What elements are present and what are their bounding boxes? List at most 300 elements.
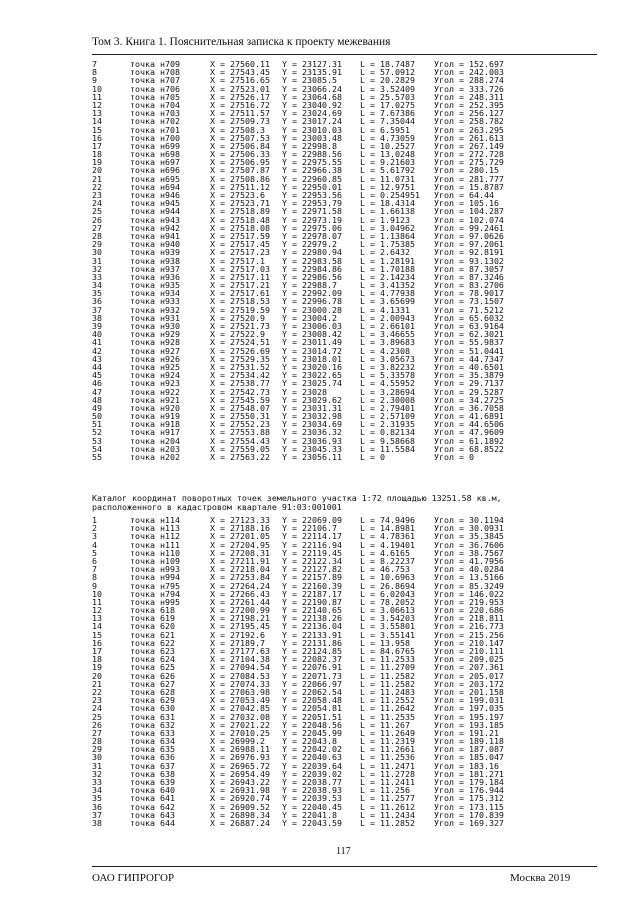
table-cell: 9: [92, 580, 97, 591]
table-cell: Y = 22996.78: [282, 296, 342, 307]
table-cell: L = 11.2852: [360, 817, 415, 828]
table-cell: 14: [92, 116, 102, 127]
table-cell: Y = 23056.11: [282, 452, 342, 462]
table-cell: Угол = 170.839: [434, 809, 504, 820]
table-cell: Угол = 193.185: [434, 719, 504, 730]
table-cell: Угол = 55.9837: [434, 337, 504, 348]
table-cell: L = 7.67386: [360, 108, 415, 119]
table-cell: Y = 22984.86: [282, 263, 342, 274]
table-cell: Y = 22973.19: [282, 214, 342, 225]
table-cell: X = 27516.72: [210, 99, 270, 110]
table-cell: Y = 22971.58: [282, 206, 342, 217]
table-cell: X = 27195.45: [210, 621, 270, 632]
table-cell: 46: [92, 378, 102, 389]
table-cell: X = 27063.98: [210, 686, 270, 697]
table-cell: L = 2.31935: [360, 419, 415, 430]
table-cell: 26: [92, 719, 102, 730]
table-cell: L = 6.5951: [360, 124, 410, 135]
table-cell: 12: [92, 99, 102, 110]
table-cell: X = 27198.21: [210, 613, 270, 624]
table-cell: 35: [92, 288, 102, 299]
table-cell: L = 11.2577: [360, 793, 415, 804]
table-cell: Y = 23032.98: [282, 411, 342, 422]
table-cell: точка н995: [130, 596, 180, 607]
table-cell: L = 11.2483: [360, 686, 415, 697]
table-cell: X = 27517.21: [210, 280, 270, 291]
table-cell: точка н699: [130, 140, 180, 151]
table-cell: L = 25.5703: [360, 91, 415, 102]
table-cell: Y = 22082.37: [282, 654, 342, 665]
table-cell: L = 3.55141: [360, 629, 415, 640]
table-cell: 8: [92, 67, 97, 78]
table-cell: Y = 22041.8: [282, 809, 337, 820]
table-cell: L = 3.52409: [360, 83, 415, 94]
table-cell: X = 27189.7: [210, 637, 265, 648]
table-cell: X = 27545.59: [210, 394, 270, 405]
table-cell: точка 636: [130, 752, 175, 763]
table-cell: точка н704: [130, 99, 180, 110]
table-cell: 27: [92, 727, 102, 738]
table-cell: L = 11.2536: [360, 752, 415, 763]
table-cell: Y = 23085.5: [282, 75, 337, 86]
table-cell: Угол = 146.022: [434, 588, 504, 599]
table-cell: X = 27518.89: [210, 206, 270, 217]
table-cell: точка 630: [130, 703, 175, 714]
table-cell: 20: [92, 670, 102, 681]
table-cell: L = 5.61792: [360, 165, 415, 176]
caption-line-2: расположенного в кадастровом квартале 91:03:001001: [92, 502, 342, 512]
table-cell: точка н111: [130, 539, 180, 550]
table-cell: X = 27518.48: [210, 214, 270, 225]
table-cell: 11: [92, 91, 102, 102]
table-cell: L = 13.0248: [360, 149, 415, 160]
table-cell: Y = 22042.02: [282, 744, 342, 755]
table-cell: X = 27506.33: [210, 149, 270, 160]
table-cell: точка н917: [130, 427, 180, 438]
table-cell: Y = 22119.45: [282, 547, 342, 558]
table-cell: 10: [92, 83, 102, 94]
table-cell: X = 27523.6: [210, 190, 265, 200]
table-cell: точка 625: [130, 662, 175, 673]
table-cell: точка 641: [130, 793, 175, 804]
table-cell: L = 17.0275: [360, 99, 415, 110]
table-cell: Y = 23020.16: [282, 361, 342, 372]
table-cell: L = 11.5584: [360, 443, 415, 454]
table-cell: Угол = 63.9164: [434, 321, 504, 331]
table-cell: точка н920: [130, 402, 180, 413]
table-cell: X = 26976.93: [210, 752, 270, 763]
table-cell: Y = 22039.53: [282, 793, 342, 804]
table-cell: точка н697: [130, 157, 180, 168]
table-cell: Y = 22960.85: [282, 173, 342, 184]
table-cell: Угол = 93.1302: [434, 255, 504, 266]
caption-line-1: Каталог координат поворотных точек земельного участка 1:72 площадью 13251.58 кв.м,: [92, 493, 502, 503]
table-cell: Угол = 215.256: [434, 629, 504, 640]
table-cell: 37: [92, 809, 102, 820]
table-cell: точка н695: [130, 173, 180, 184]
table-cell: Угол = 216.773: [434, 621, 504, 632]
table-cell: Y = 22048.56: [282, 719, 342, 730]
table-cell: 17: [92, 646, 102, 656]
table-cell: точка н941: [130, 230, 180, 241]
table-cell: 34: [92, 785, 102, 796]
table-cell: L = 4.73059: [360, 132, 415, 143]
table-cell: Угол = 83.2706: [434, 280, 504, 291]
table-cell: Угол = 65.6032: [434, 312, 504, 323]
table-cell: L = 0.82134: [360, 427, 415, 438]
table-cell: Y = 23024.69: [282, 108, 342, 119]
table-cell: L = 18.7487: [360, 59, 415, 69]
table-cell: 55: [92, 452, 102, 462]
table-cell: L = 6.02043: [360, 588, 415, 599]
table-cell: точка н919: [130, 411, 180, 422]
table-cell: 5: [92, 547, 97, 558]
table-cell: L = 9.21603: [360, 157, 415, 168]
table-cell: X = 27517.1: [210, 255, 265, 266]
table-cell: X = 26887.24: [210, 817, 270, 828]
table-cell: L = 2.79401: [360, 402, 415, 413]
table-cell: Угол = 36.7606: [434, 539, 504, 550]
table-cell: X = 27559.05: [210, 443, 270, 454]
table-cell: Угол = 210.111: [434, 646, 504, 656]
table-cell: Угол = 38.7567: [434, 547, 504, 558]
table-cell: L = 1.28191: [360, 255, 415, 266]
table-cell: L = 4.77938: [360, 288, 415, 299]
table-cell: X = 27563.22: [210, 452, 270, 462]
table-cell: Угол = 242.003: [434, 67, 504, 78]
table-cell: Y = 22966.38: [282, 165, 342, 176]
table-cell: Y = 23000.28: [282, 304, 342, 315]
table-cell: Y = 22140.65: [282, 605, 342, 616]
table-cell: X = 26920.74: [210, 793, 270, 804]
table-cell: X = 27508.3: [210, 124, 265, 135]
table-cell: Угол = 35.3845: [434, 531, 504, 542]
table-cell: точка н932: [130, 304, 180, 315]
table-cell: Угол = 85.3249: [434, 580, 504, 591]
table-cell: 29: [92, 744, 102, 755]
table-cell: точка н927: [130, 345, 180, 356]
table-cell: 22: [92, 181, 102, 192]
table-cell: точка н924: [130, 370, 180, 381]
table-cell: X = 27518.53: [210, 296, 270, 307]
table-cell: Угол = 191.21: [434, 727, 499, 738]
table-cell: точка н925: [130, 361, 180, 372]
table-cell: точка н943: [130, 214, 180, 225]
page-number: 117: [336, 846, 351, 857]
table-cell: Угол = 0: [434, 452, 474, 462]
table-cell: Угол = 173.115: [434, 801, 504, 812]
table-cell: точка н946: [130, 190, 180, 200]
table-cell: 21: [92, 678, 102, 689]
table-cell: Y = 23025.74: [282, 378, 342, 389]
table-cell: X = 27094.54: [210, 662, 270, 673]
table-cell: X = 27264.24: [210, 580, 270, 591]
table-cell: X = 27201.05: [210, 531, 270, 542]
table-cell: X = 26988.11: [210, 744, 270, 755]
table-cell: 13: [92, 613, 102, 624]
table-cell: 1: [92, 515, 97, 525]
table-cell: Угол = 36.7058: [434, 402, 504, 413]
table-cell: Угол = 205.017: [434, 670, 504, 681]
table-cell: X = 27053.49: [210, 695, 270, 706]
table-cell: L = 11.2319: [360, 736, 415, 747]
table-cell: Угол = 220.686: [434, 605, 504, 616]
table-cell: 21: [92, 173, 102, 184]
table-cell: X = 27506.84: [210, 140, 270, 151]
table-cell: 18: [92, 149, 102, 160]
table-cell: Угол = 263.295: [434, 124, 504, 135]
table-cell: Y = 22106.7: [282, 523, 337, 534]
table-cell: X = 27218.04: [210, 564, 270, 575]
table-cell: X = 27507.53: [210, 132, 270, 143]
table-cell: Угол = 29.7137: [434, 378, 504, 389]
table-cell: Y = 22043.59: [282, 817, 342, 828]
table-cell: X = 26931.98: [210, 785, 270, 796]
table-cell: Y = 23045.33: [282, 443, 342, 454]
table-cell: Угол = 218.811: [434, 613, 504, 624]
table-cell: X = 27084.53: [210, 670, 270, 681]
table-cell: точка н709: [130, 59, 180, 69]
table-cell: L = 4.78361: [360, 531, 415, 542]
table-cell: L = 12.9751: [360, 181, 415, 192]
table-cell: L = 3.82232: [360, 361, 415, 372]
table-cell: 31: [92, 255, 102, 266]
table-cell: Угол = 183.16: [434, 760, 499, 771]
table-cell: Угол = 219.953: [434, 596, 504, 607]
table-cell: X = 26965.72: [210, 760, 270, 771]
table-cell: 37: [92, 304, 102, 315]
table-cell: Угол = 152.697: [434, 59, 504, 69]
table-cell: Y = 22988.56: [282, 149, 342, 160]
table-cell: 24: [92, 703, 102, 714]
table-cell: X = 27542.73: [210, 386, 270, 397]
table-cell: точка н703: [130, 108, 180, 119]
table-cell: Y = 23022.65: [282, 370, 342, 381]
table-cell: точка н944: [130, 206, 180, 217]
table-cell: Угол = 189.118: [434, 736, 504, 747]
table-cell: точка н113: [130, 523, 180, 534]
table-cell: X = 27516.65: [210, 75, 270, 86]
table-cell: Y = 23127.31: [282, 59, 342, 69]
table-cell: Угол = 44.7347: [434, 353, 504, 364]
table-cell: 8: [92, 572, 97, 583]
table-cell: 49: [92, 402, 102, 413]
table-cell: 9: [92, 75, 97, 86]
table-cell: X = 27032.08: [210, 711, 270, 722]
table-cell: X = 27517.61: [210, 288, 270, 299]
table-cell: X = 27208.31: [210, 547, 270, 558]
table-cell: Y = 22979.2: [282, 239, 337, 250]
table-cell: 6: [92, 555, 97, 566]
table-cell: L = 11.2552: [360, 695, 415, 706]
table-cell: X = 27522.9: [210, 329, 265, 340]
table-cell: Угол = 201.158: [434, 686, 504, 697]
table-cell: Угол = 207.361: [434, 662, 504, 673]
table-cell: Y = 22124.85: [282, 646, 342, 656]
table-cell: точка 624: [130, 654, 175, 665]
table-cell: точка н933: [130, 296, 180, 307]
table-cell: Y = 22076.91: [282, 662, 342, 673]
table-cell: Угол = 73.1507: [434, 296, 504, 307]
table-cell: L = 1.75385: [360, 239, 415, 250]
table-cell: точка 627: [130, 678, 175, 689]
table-cell: X = 27509.73: [210, 116, 270, 127]
table-cell: точка 644: [130, 817, 175, 828]
table-cell: точка н795: [130, 580, 180, 591]
table-cell: X = 26954.49: [210, 768, 270, 779]
table-cell: точка н930: [130, 321, 180, 331]
table-cell: L = 13.958: [360, 637, 410, 648]
table-cell: X = 27507.87: [210, 165, 270, 176]
table-cell: Угол = 280.15: [434, 165, 499, 176]
table-cell: 23: [92, 695, 102, 706]
table-cell: 24: [92, 198, 102, 209]
table-cell: Угол = 288.274: [434, 75, 504, 86]
table-cell: Угол = 47.9609: [434, 427, 504, 438]
table-cell: 42: [92, 345, 102, 356]
table-cell: L = 11.2582: [360, 670, 415, 681]
table-cell: L = 4.6165: [360, 547, 410, 558]
table-cell: точка 628: [130, 686, 175, 697]
table-cell: точка н708: [130, 67, 180, 78]
table-cell: точка н109: [130, 555, 180, 566]
table-cell: L = 84.6765: [360, 646, 415, 656]
table-cell: L = 1.66138: [360, 206, 415, 217]
table-cell: 39: [92, 321, 102, 331]
table-cell: 25: [92, 711, 102, 722]
catalog-caption: [92, 494, 502, 512]
table-cell: Угол = 44.6506: [434, 419, 504, 430]
table-cell: точка 618: [130, 605, 175, 616]
table-cell: Y = 22133.91: [282, 629, 342, 640]
table-cell: точка н698: [130, 149, 180, 160]
table-cell: 7: [92, 59, 97, 69]
table-cell: Y = 22040.45: [282, 801, 342, 812]
table-cell: точка н938: [130, 255, 180, 266]
table-cell: X = 27524.51: [210, 337, 270, 348]
table-cell: L = 2.30008: [360, 394, 415, 405]
table-cell: точка 631: [130, 711, 175, 722]
table-cell: L = 4.1331: [360, 304, 410, 315]
table-cell: точка н922: [130, 386, 180, 397]
table-cell: 19: [92, 157, 102, 168]
table-cell: Y = 23004.2: [282, 312, 337, 323]
table-cell: точка н110: [130, 547, 180, 558]
table-cell: Угол = 176.944: [434, 785, 504, 796]
table-cell: Y = 22122.34: [282, 555, 342, 566]
table-cell: 34: [92, 280, 102, 291]
table-cell: X = 27519.59: [210, 304, 270, 315]
table-cell: L = 14.8981: [360, 523, 415, 534]
table-cell: Y = 23031.31: [282, 402, 342, 413]
table-cell: X = 27123.33: [210, 515, 270, 525]
table-cell: 33: [92, 777, 102, 787]
table-cell: X = 27517.45: [210, 239, 270, 250]
table-cell: точка н203: [130, 443, 180, 454]
table-cell: Угол = 87.3057: [434, 263, 504, 274]
footer-city-year: Москва 2019: [510, 872, 571, 884]
table-cell: точка н696: [130, 165, 180, 176]
table-cell: Угол = 199.031: [434, 695, 504, 706]
table-cell: Y = 22136.04: [282, 621, 342, 632]
table-cell: L = 11.2535: [360, 711, 415, 722]
table-cell: Угол = 197.035: [434, 703, 504, 714]
table-cell: Угол = 169.327: [434, 817, 504, 828]
table-cell: L = 4.19401: [360, 539, 415, 550]
table-cell: L = 11.2612: [360, 801, 415, 812]
table-cell: Y = 22975.06: [282, 222, 342, 233]
table-cell: X = 27548.07: [210, 402, 270, 413]
table-cell: X = 27074.33: [210, 678, 270, 689]
table-cell: 43: [92, 353, 102, 364]
table-cell: L = 3.28694: [360, 386, 415, 397]
table-cell: точка н931: [130, 312, 180, 323]
table-cell: Угол = 256.127: [434, 108, 504, 119]
table-cell: Y = 23029.62: [282, 394, 342, 405]
table-cell: L = 2.00943: [360, 312, 415, 323]
table-cell: 28: [92, 736, 102, 747]
table-cell: Угол = 105.16: [434, 198, 499, 209]
table-cell: X = 27508.86: [210, 173, 270, 184]
table-cell: Y = 22066.97: [282, 678, 342, 689]
table-cell: Y = 22950.01: [282, 181, 342, 192]
table-cell: Y = 22038.77: [282, 777, 342, 787]
table-cell: Угол = 97.0626: [434, 230, 504, 241]
table-cell: Y = 23036.93: [282, 435, 342, 446]
table-cell: L = 5.33578: [360, 370, 415, 381]
table-cell: L = 3.05673: [360, 353, 415, 364]
table-cell: X = 27261.44: [210, 596, 270, 607]
table-cell: X = 27506.95: [210, 157, 270, 168]
table-cell: 51: [92, 419, 102, 430]
table-cell: L = 3.65699: [360, 296, 415, 307]
table-cell: точка 620: [130, 621, 175, 632]
table-cell: Y = 22953.79: [282, 198, 342, 209]
table-cell: Y = 22071.73: [282, 670, 342, 681]
table-cell: точка н694: [130, 181, 180, 192]
table-cell: L = 11.2411: [360, 777, 415, 787]
table-cell: L = 0.254951: [360, 190, 420, 200]
table-cell: Y = 22953.56: [282, 190, 342, 200]
table-cell: 10: [92, 588, 102, 599]
table-cell: 18: [92, 654, 102, 665]
table-cell: L = 3.54203: [360, 613, 415, 624]
table-cell: Угол = 40.6501: [434, 361, 504, 372]
table-cell: L = 11.0731: [360, 173, 415, 184]
table-cell: 16: [92, 637, 102, 648]
table-cell: L = 18.4314: [360, 198, 415, 209]
table-cell: 16: [92, 132, 102, 143]
table-cell: 15: [92, 124, 102, 135]
table-cell: точка 638: [130, 768, 175, 779]
table-cell: точка н921: [130, 394, 180, 405]
table-cell: Угол = 78.9017: [434, 288, 504, 299]
table-cell: 32: [92, 263, 102, 274]
table-cell: X = 27253.84: [210, 572, 270, 583]
table-cell: X = 27523.71: [210, 198, 270, 209]
table-cell: Угол = 185.047: [434, 752, 504, 763]
table-cell: X = 27517.59: [210, 230, 270, 241]
table-cell: 33: [92, 271, 102, 282]
table-cell: Угол = 210.147: [434, 637, 504, 648]
table-cell: точка н940: [130, 239, 180, 250]
table-cell: L = 8.22237: [360, 555, 415, 566]
table-cell: 19: [92, 662, 102, 673]
table-cell: точка 632: [130, 719, 175, 730]
table-cell: X = 27200.99: [210, 605, 270, 616]
table-cell: L = 3.89683: [360, 337, 415, 348]
table-cell: X = 27550.31: [210, 411, 270, 422]
